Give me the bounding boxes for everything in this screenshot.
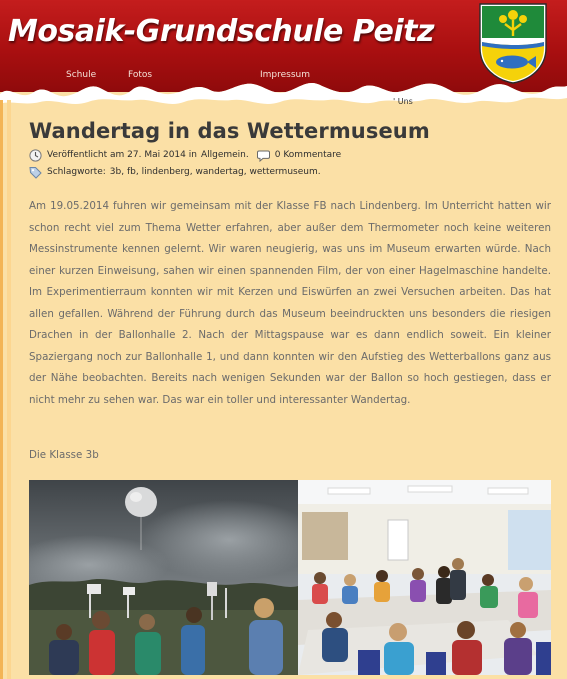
nav-item-impressum[interactable]: Impressum xyxy=(260,70,311,80)
comments-link[interactable]: 0 Kommentare xyxy=(274,150,342,160)
photo-weather-balloon[interactable] xyxy=(29,480,298,675)
nav-fragment: ' Uns xyxy=(393,97,413,106)
photo-classroom[interactable] xyxy=(298,480,551,675)
tags-prefix: Schlagworte: xyxy=(47,167,106,177)
balloon-shape xyxy=(125,487,157,517)
site-title[interactable]: Mosaik-Grundschule Peitz xyxy=(8,14,434,49)
tag-link-wettermuseum[interactable]: wettermuseum xyxy=(249,167,318,177)
clock-icon xyxy=(29,149,42,162)
photo-gallery xyxy=(29,480,551,675)
post-title[interactable]: Wandertag in das Wettermuseum xyxy=(29,119,430,143)
published-date: Veröffentlicht am 27. Mai 2014 in xyxy=(47,150,197,160)
tag-link-wandertag[interactable]: wandertag xyxy=(195,167,244,177)
post-tags: Schlagworte: 3b , fb , lindenberg , wandertag , wettermuseum . xyxy=(29,164,321,180)
post-body-text: Am 19.05.2014 fuhren wir gemeinsam mit der Klasse FB nach Lindenberg. Im Unterricht hatten wir schon recht viel zum Thema Wetter erfahren, aber außer dem Thermometer noch keine weiteren Messinstrumente kennen gelernt. Wir waren neugierig, was uns im Museum erwarten würde. Nach einer kurzen Einweisung, sahen wir einen spannenden Film, der von einer Hagelmaschine handelte. Im Experimentierraum konnten wir mit Kerzen und Eiswürfen an zwei Versuchen arbeiten. Das hat allen gefallen. Während der Führung durch das Museum beeindruckten uns besonders die riesigen Drachen in der Ballonhalle 2. Nach der Mittagspause war es dann endlich soweit. Ein kleiner Spaziergang noch zur Ballonhalle 1, und dann konnten wir den Aufstieg des Wetterballons ganz aus der Nähe beobachten. Bereits nach wenigen Sekunden war der Ballon so hoch gestiegen, dass er nicht mehr zu sehen war. Das war ein toller und interessanter Wandertag. xyxy=(29,200,551,406)
speech-bubble-icon xyxy=(257,149,270,162)
tag-icon xyxy=(29,166,42,179)
category-link[interactable]: Allgemein xyxy=(200,150,246,160)
nav-item-schule[interactable]: Schule xyxy=(66,70,97,80)
nav-item-fotos[interactable]: Fotos xyxy=(128,70,153,80)
tag-link-3b[interactable]: 3b xyxy=(109,167,122,177)
tag-link-fb[interactable]: fb xyxy=(126,167,136,177)
tag-link-lindenberg[interactable]: lindenberg xyxy=(141,167,190,177)
post-signature: Die Klasse 3b xyxy=(29,449,99,461)
post-meta: Veröffentlicht am 27. Mai 2014 in Allgemein . 0 Kommentare xyxy=(29,147,341,163)
